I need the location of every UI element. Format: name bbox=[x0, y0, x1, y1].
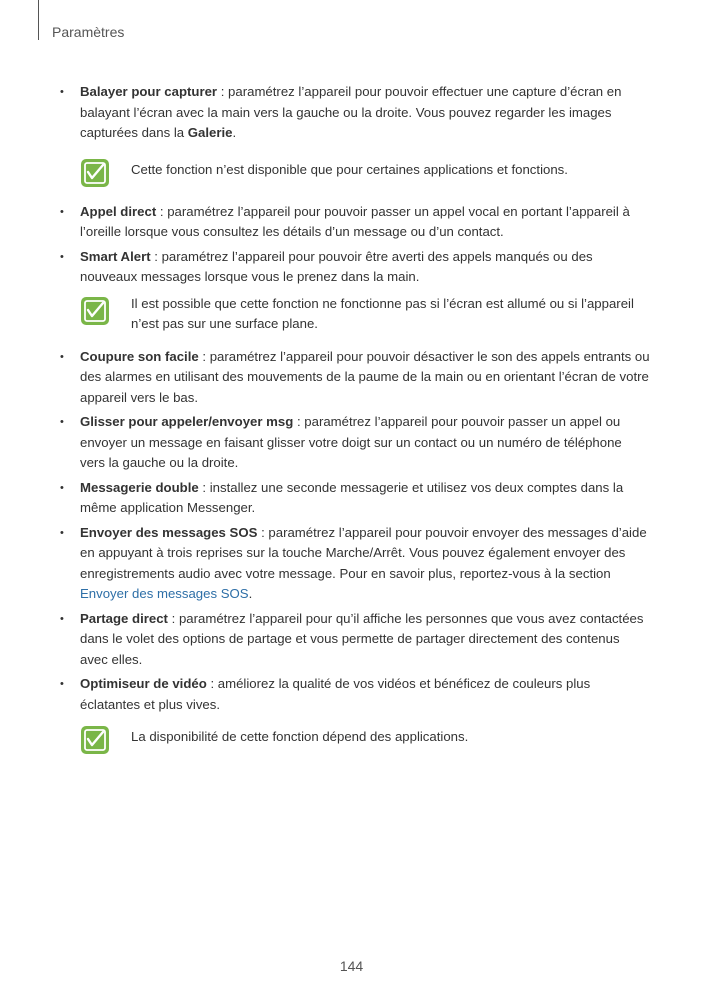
bullet: • bbox=[60, 678, 64, 690]
note-icon bbox=[80, 158, 110, 188]
bullet: • bbox=[60, 526, 64, 539]
bullet: • bbox=[60, 205, 64, 218]
item-text: : paramétrez l’appareil pour pouvoir envoyer des messages d’aide en appuyant à trois reprises sur la touche Marche/Arrêt. Vous pouvez également envoyer des enregistrements audio avec votre message. Pour en savoir plus, reportez-vous à la section bbox=[80, 524, 647, 581]
item-text: : paramétrez l’appareil pour pouvoir effectuer une capture d’écran en balayant l’écran avec la main vers la gauche ou la droite. Vous pouvez regarder les images capturées dans la bbox=[80, 84, 622, 140]
bullet: • bbox=[60, 416, 64, 428]
item-term: Glisser pour appeler/envoyer msg bbox=[80, 414, 294, 429]
page-number: 144 bbox=[339, 958, 364, 974]
corner-mark bbox=[38, 0, 39, 40]
item-text: : paramétrez l’appareil pour pouvoir passer un appel vocal en portant l’appareil à l’oreille lorsque vous consultez les détails d’un message ou d’un contact. bbox=[80, 203, 630, 239]
content bbox=[60, 82, 650, 755]
bullet: • bbox=[60, 250, 64, 263]
item-text: : paramétrez l’appareil pour qu’il affiche les personnes que vous avez contactées dans le volet des options de partage et vous permette de partager directement des contenus avec elles. bbox=[80, 610, 644, 667]
note bbox=[80, 294, 650, 335]
item-term: Partage direct bbox=[80, 610, 168, 626]
item-term: Envoyer des messages SOS bbox=[80, 524, 258, 540]
bullet: • bbox=[60, 86, 64, 98]
item-term: Messagerie double bbox=[80, 479, 199, 495]
note bbox=[80, 156, 650, 188]
bullet: • bbox=[60, 612, 64, 625]
item-text: : paramétrez l’appareil pour pouvoir désactiver le son des appels entrants ou des alarmes en utilisant des mouvements de la paume de la main ou en orientant l’écran de votre appareil vers le bas. bbox=[80, 348, 650, 405]
list-item bbox=[60, 82, 650, 144]
note-icon bbox=[80, 725, 110, 755]
list-item bbox=[60, 412, 650, 474]
item-term: Optimiseur de vidéo bbox=[80, 676, 207, 691]
page-header: Paramètres bbox=[52, 24, 125, 40]
list-item bbox=[60, 347, 650, 409]
note-icon bbox=[80, 296, 110, 326]
item-text: : paramétrez l’appareil pour pouvoir passer un appel ou envoyer un message en faisant glisser votre doigt sur un contact ou un numéro de téléphone vers la gauche ou la droite. bbox=[80, 414, 622, 470]
item-text: : installez une seconde messagerie et utilisez vos deux comptes dans la même application Messenger. bbox=[80, 479, 624, 515]
note-text: La disponibilité de cette fonction dépend des applications. bbox=[131, 729, 469, 744]
item-text: : paramétrez l’appareil pour pouvoir être averti des appels manqués ou des nouveaux messages lorsque vous le prenez dans la main. bbox=[80, 248, 593, 284]
note bbox=[80, 723, 650, 755]
item-bold: Galerie bbox=[187, 125, 233, 140]
item-term: Smart Alert bbox=[80, 248, 151, 264]
item-end: . bbox=[248, 586, 253, 601]
sos-link[interactable]: Envoyer des messages SOS bbox=[80, 586, 249, 601]
note-text: Cette fonction n’est disponible que pour certaines applications et fonctions. bbox=[131, 161, 568, 177]
list-item bbox=[60, 523, 650, 605]
item-term: Balayer pour capturer bbox=[80, 84, 218, 99]
note-text: Il est possible que cette fonction ne fonctionne pas si l’écran est allumé ou si l’appareil n’est pas sur une surface plane. bbox=[131, 295, 634, 331]
list-item bbox=[60, 674, 650, 715]
bullet: • bbox=[60, 481, 64, 494]
list-item bbox=[60, 609, 650, 671]
list-item bbox=[60, 247, 650, 288]
item-text: : améliorez la qualité de vos vidéos et bénéficez de couleurs plus éclatantes et plus vives. bbox=[80, 676, 591, 712]
item-term: Coupure son facile bbox=[80, 348, 199, 364]
item-term: Appel direct bbox=[80, 203, 157, 219]
list-item bbox=[60, 478, 650, 519]
bullet: • bbox=[60, 350, 64, 363]
item-end: . bbox=[232, 125, 237, 140]
list-item bbox=[60, 202, 650, 243]
